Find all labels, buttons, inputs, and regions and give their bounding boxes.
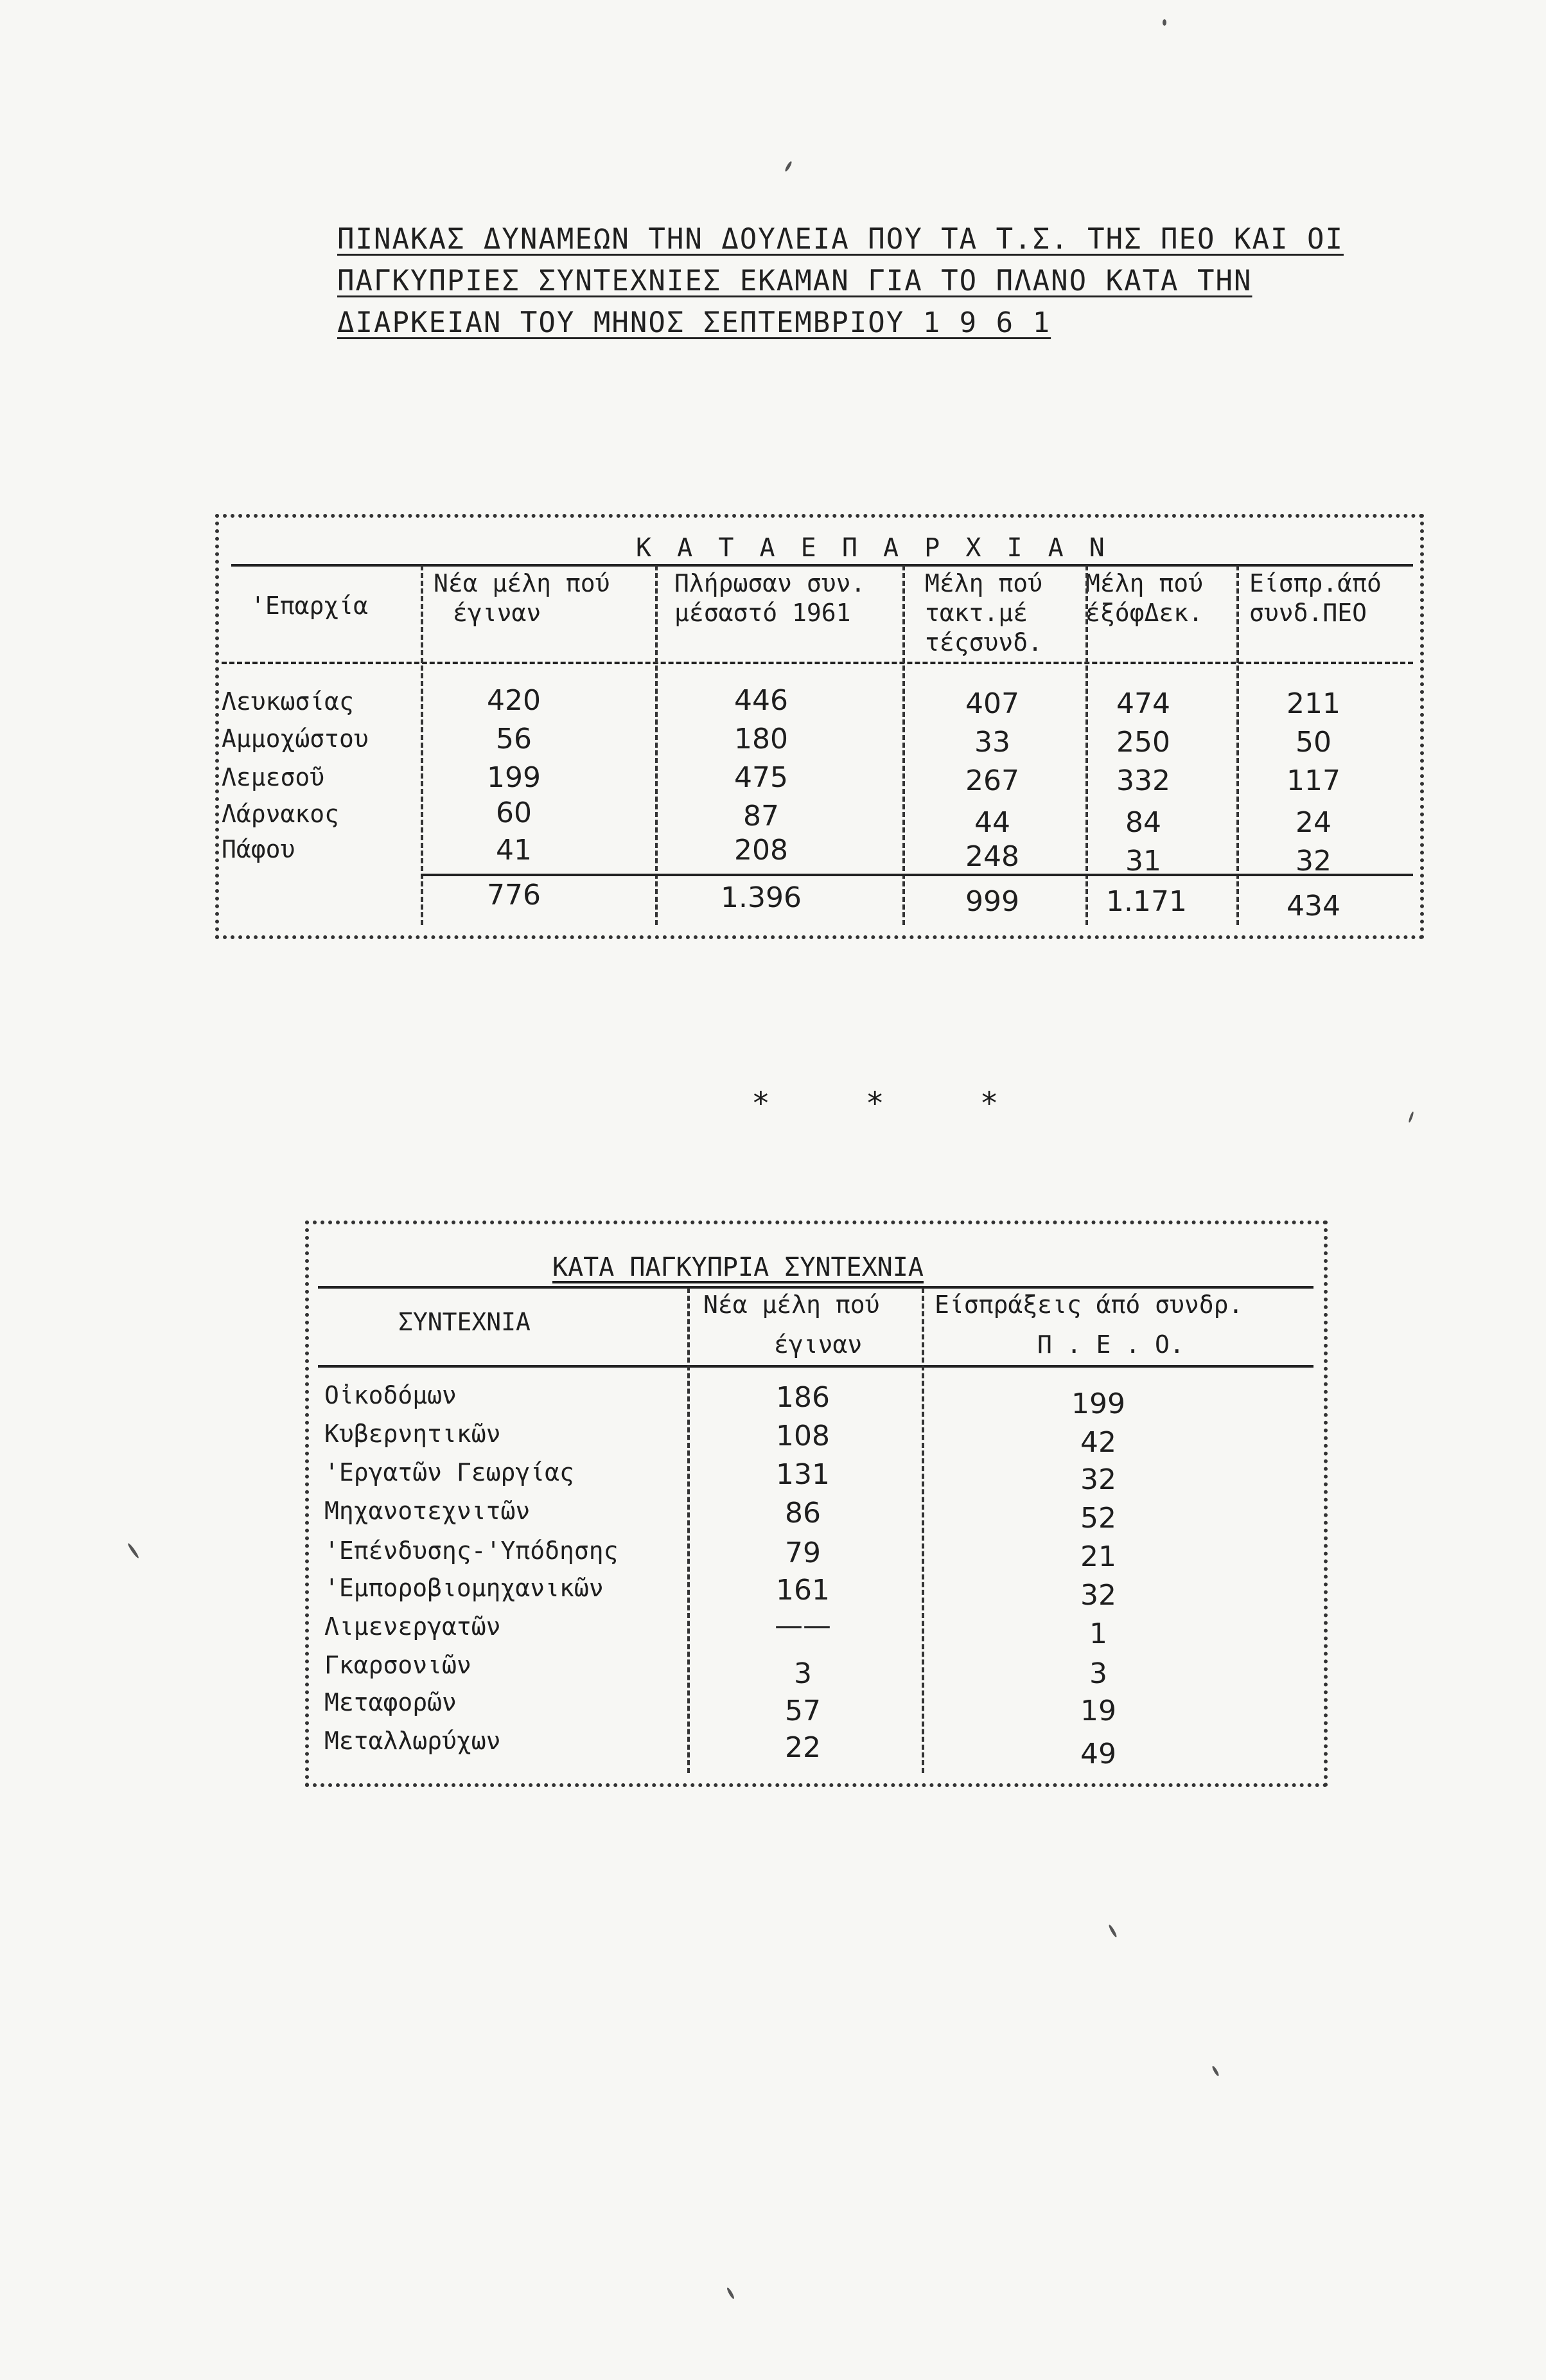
table2-cell: 52 (1080, 1502, 1116, 1535)
table1-cell: 84 (1125, 806, 1161, 839)
table1-row-label: Λεμεσοῦ (222, 763, 325, 791)
table2-cell: 1 (1089, 1618, 1107, 1650)
table2-cell: 49 (1080, 1738, 1116, 1770)
table1-totals-rule (421, 874, 1413, 876)
table1-total: 999 (965, 885, 1019, 918)
table2-cell: 57 (785, 1695, 821, 1727)
table1-cell: 199 (487, 761, 541, 794)
table2-caption-rule (318, 1286, 1313, 1289)
table2-col-divider (687, 1288, 690, 1773)
table1-caption: Κ Α Τ Α Ε Π Α Ρ Χ Ι Α Ν (636, 533, 1110, 563)
table1-col-divider (1085, 565, 1088, 925)
table1-cell: 420 (487, 684, 541, 717)
table2-cell: 199 (1071, 1388, 1125, 1420)
table1-cell: 87 (743, 800, 779, 833)
table1-cell: 474 (1116, 687, 1170, 720)
table1-header-rule (222, 662, 1413, 664)
table1-cell: 32 (1296, 845, 1331, 877)
table1-cell: 44 (974, 806, 1010, 839)
table2-cell: —— (775, 1609, 831, 1642)
table1-col-divider (655, 565, 658, 925)
table2-cell: 108 (776, 1420, 830, 1452)
table1-total: 434 (1287, 890, 1340, 922)
table2-row-label: Μηχανοτεχνιτῶν (324, 1497, 531, 1525)
table2-cell: 3 (1089, 1657, 1107, 1690)
table1-cell: 332 (1116, 764, 1170, 797)
table1-cell: 117 (1287, 764, 1340, 797)
table2-header-receipts: Είσπράξεις άπό συνδρ. Π . Ε . Ο. (935, 1291, 1243, 1359)
table1-cell: 475 (734, 761, 788, 794)
table1-total: 1.171 (1106, 885, 1187, 918)
table2-cell: 32 (1080, 1463, 1116, 1496)
table1-row-label: Πάφου (222, 835, 295, 863)
table2-row-label: 'Επένδυσης-'Υπόδησης (324, 1537, 619, 1565)
table1-cell: 180 (734, 723, 788, 755)
title-line-1: ΠΙΝΑΚΑΣ ΔΥΝΑΜΕΩΝ ΤΗΝ ΔΟΥΛΕΙΑ ΠΟΥ ΤΑ Τ.Σ. ΤΗΣ ΠΕΟ ΚΑΙ ΟΙ (337, 223, 1344, 256)
table2-row-label: Οἰκοδόμων (324, 1381, 457, 1409)
table1-cell: 248 (965, 840, 1019, 873)
scan-speck (127, 1542, 139, 1559)
table2-cell: 86 (785, 1497, 821, 1529)
title-line-3: ΔΙΑΡΚΕΙΑΝ ΤΟΥ ΜΗΝΟΣ ΣΕΠΤΕΜΒΡΙΟΥ 1 9 6 1 (337, 306, 1051, 339)
scan-speck (1163, 19, 1166, 26)
scan-speck (1108, 1924, 1118, 1938)
table1-header-members-paid-dec: Μέλη πού έξόφΔεκ. (1085, 569, 1204, 627)
table1-cell: 60 (496, 797, 532, 829)
table1-cell: 56 (496, 723, 532, 755)
table1-cell: 208 (734, 834, 788, 867)
table2-row-label: Μεταφορῶν (324, 1688, 457, 1716)
table1-row-label: Αμμοχώστου (222, 725, 369, 753)
table1-cell: 267 (965, 764, 1019, 797)
table1-cell: 33 (974, 726, 1010, 759)
table2-col-divider (922, 1288, 924, 1773)
table1-total: 776 (487, 879, 541, 912)
scan-speck (1408, 1111, 1414, 1123)
table1-caption-rule (231, 564, 1413, 567)
table1-cell: 41 (496, 834, 532, 867)
title-line-2: ΠΑΓΚΥΠΡΙΕΣ ΣΥΝΤΕΧΝΙΕΣ ΕΚΑΜΑΝ ΓΙΑ ΤΟ ΠΛΑΝΟ ΚΑΤΑ ΤΗΝ (337, 265, 1252, 297)
scan-speck (726, 2287, 735, 2300)
table1-total: 1.396 (721, 881, 802, 914)
table1-cell: 211 (1287, 687, 1340, 720)
table1-header-new-members: Νέα μέλη πού έγιναν (434, 569, 610, 627)
table2-header-union: ΣΥΝΤΕΧΝΙΑ (398, 1308, 531, 1336)
table2-header-rule (318, 1365, 1313, 1368)
table2-row-label: 'Εργατῶν Γεωργίας (324, 1458, 574, 1486)
table2-cell: 21 (1080, 1540, 1116, 1573)
table1-cell: 31 (1125, 845, 1161, 877)
table1-cell: 24 (1296, 806, 1331, 839)
table2-caption: ΚΑΤΑ ΠΑΓΚΥΠΡΙΑ ΣΥΝΤΕΧΝΙΑ (552, 1253, 924, 1282)
table1-header-members-regular: Μέλη πού τακτ.μέ τέςσυνδ. (925, 569, 1043, 657)
scan-speck (1211, 2065, 1220, 2077)
section-separator: * * * (751, 1086, 1037, 1122)
table1-header-paid: Πλήρωσαν συν. μέσαστό 1961 (674, 569, 866, 627)
table2-row-label: 'Εμποροβιομηχανικῶν (324, 1574, 604, 1602)
table2-cell: 3 (794, 1657, 812, 1690)
table2-cell: 79 (785, 1537, 821, 1569)
table1-cell: 50 (1296, 726, 1331, 759)
table1-cell: 446 (734, 684, 788, 717)
table1-col-divider (421, 565, 423, 925)
table1-cell: 407 (965, 687, 1019, 720)
table2-cell: 186 (776, 1381, 830, 1414)
table1-row-label: Λάρνακος (222, 800, 340, 828)
table2-cell: 19 (1080, 1695, 1116, 1727)
table1-header-district: 'Επαρχία (250, 592, 369, 620)
table2-row-label: Κυβερνητικῶν (324, 1420, 501, 1448)
table1-row-label: Λευκωσίας (222, 687, 354, 716)
table2-cell: 32 (1080, 1579, 1116, 1612)
table2-cell: 42 (1080, 1426, 1116, 1459)
table2-row-label: Λιμενεργατῶν (324, 1612, 501, 1641)
table2-cell: 131 (776, 1458, 830, 1491)
table2-cell: 22 (785, 1731, 821, 1764)
table2-header-new-members: Νέα μέλη πού έγιναν (703, 1291, 880, 1359)
document-title (337, 218, 1344, 344)
table1-col-divider (1236, 565, 1239, 925)
table1-header-receipts: Είσπρ.άπό συνδ.ΠΕΟ (1249, 569, 1382, 627)
scan-speck (784, 161, 793, 172)
table2-row-label: Μεταλλωρύχων (324, 1727, 501, 1755)
table1-col-divider (902, 565, 905, 925)
table2-row-label: Γκαρσονιῶν (324, 1651, 471, 1679)
table1-cell: 250 (1116, 726, 1170, 759)
table2-cell: 161 (776, 1574, 830, 1607)
